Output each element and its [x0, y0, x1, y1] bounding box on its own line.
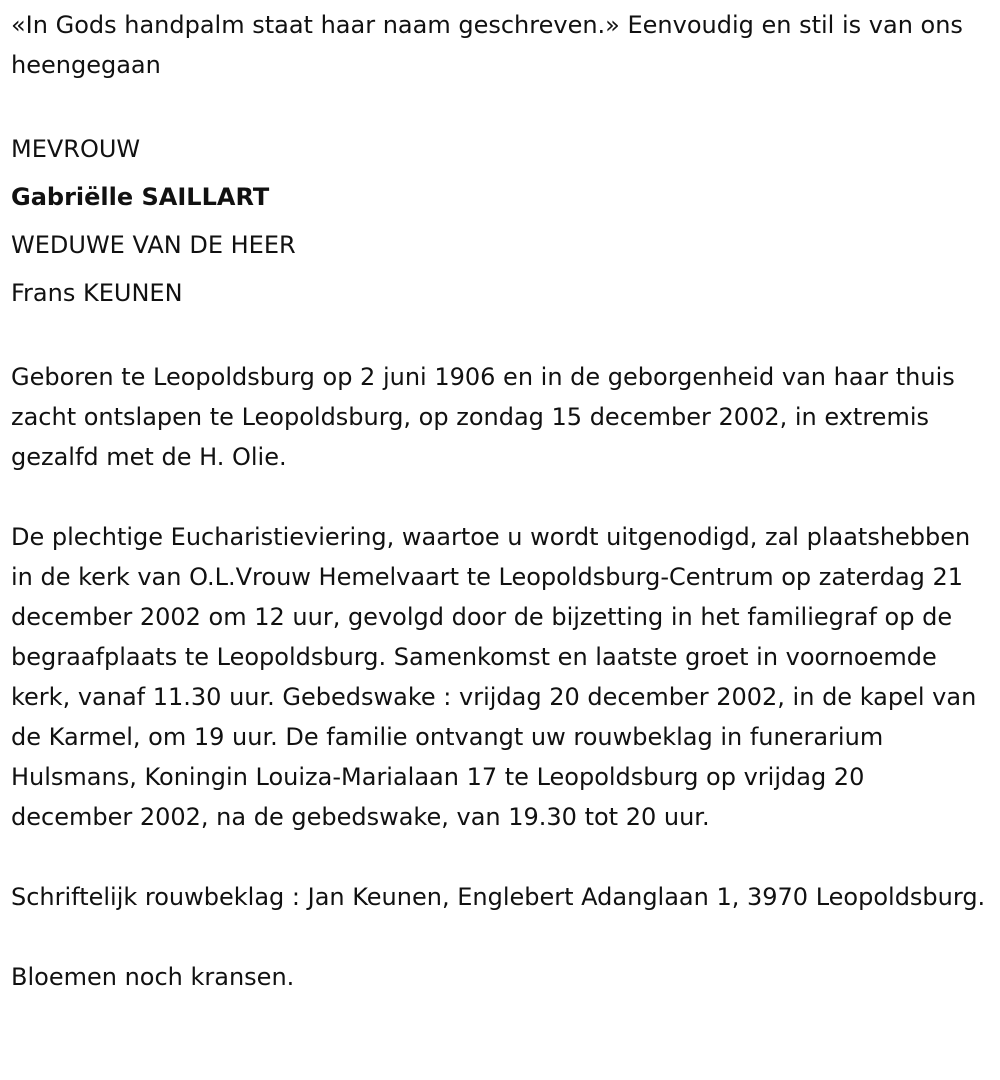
spacer — [11, 837, 986, 877]
spacer — [11, 317, 986, 357]
intro-text: «In Gods handpalm staat haar naam geschreven.» Eenvoudig en stil is van ons heengegaan — [11, 11, 963, 79]
spacer — [11, 917, 986, 957]
spacer — [11, 85, 986, 125]
birth-death-paragraph: Geboren te Leopoldsburg op 2 juni 1906 en in de geborgenheid van haar thuis zacht ontslapen te Leopoldsburg, op zondag 15 december 2002, in extremis gezalfd met de H. Olie. — [11, 363, 955, 471]
flowers-note: Bloemen noch kransen. — [11, 963, 295, 991]
spouse-name: Frans KEUNEN — [11, 279, 183, 307]
spacer — [11, 477, 986, 517]
widow-line: WEDUWE VAN DE HEER — [11, 231, 296, 259]
condolence-paragraph: Schriftelijk rouwbeklag : Jan Keunen, Englebert Adanglaan 1, 3970 Leopoldsburg. — [11, 883, 986, 911]
ceremony-paragraph: De plechtige Eucharistieviering, waartoe u wordt uitgenodigd, zal plaatshebben in de kerk van O.L.Vrouw Hemelvaart te Leopoldsburg-Centrum op zaterdag 21 december 2002 om 12 uur, gevolgd door de bijzetting in het familiegraf op de begraafplaats te Leopoldsburg. Samenkomst en laatste groet in voornoemde kerk, vanaf 11.30 uur. Gebedswake : vrijdag 20 december 2002, in de kapel van de Karmel, om 19 uur. De familie ontvangt uw rouwbeklag in funerarium Hulsmans, Koningin Louiza-Marialaan 17 te Leopoldsburg op vrijdag 20 december 2002, na de gebedswake, van 19.30 tot 20 uur. — [11, 523, 977, 831]
obituary-notice — [11, 5, 986, 997]
deceased-name: Gabriëlle SAILLART — [11, 183, 270, 211]
honorific: MEVROUW — [11, 135, 141, 163]
